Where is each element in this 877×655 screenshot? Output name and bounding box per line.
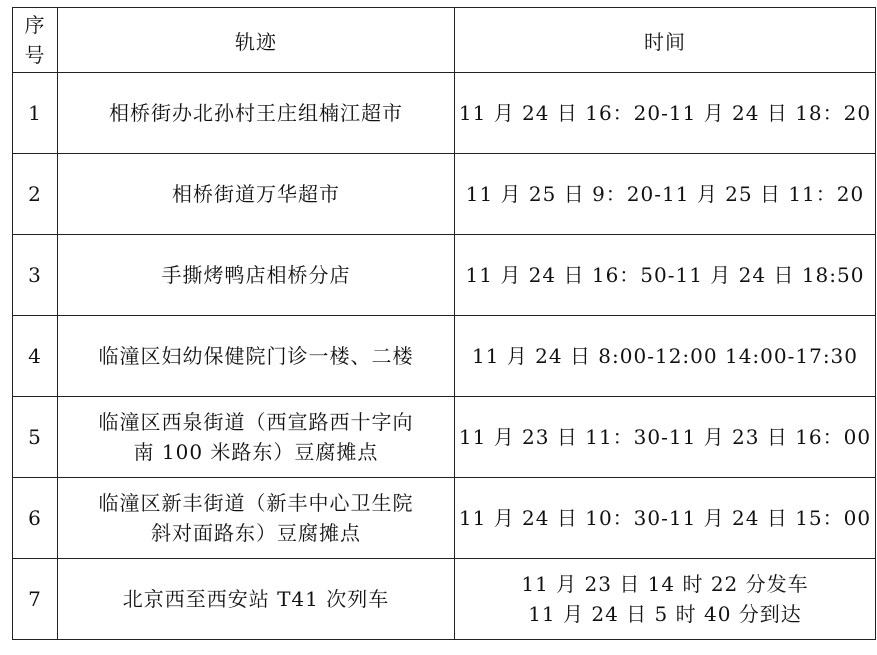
row-trajectory bbox=[58, 559, 455, 640]
row-serial-number: 5 bbox=[13, 397, 58, 478]
trajectory-line: 北京西至西安站 T41 次列车 bbox=[122, 587, 390, 611]
itinerary-table bbox=[12, 7, 876, 640]
header-serial-line: 序 bbox=[24, 13, 46, 37]
row-trajectory bbox=[58, 73, 455, 154]
table-row bbox=[13, 478, 876, 559]
row-serial-number: 2 bbox=[13, 154, 58, 235]
header-serial-line: 号 bbox=[24, 43, 46, 67]
trajectory-line: 相桥街道万华超市 bbox=[172, 182, 340, 206]
itinerary-table-container bbox=[12, 7, 876, 640]
time-line: 11 月 24 日 5 时 40 分到达 bbox=[528, 602, 802, 626]
header-trajectory: 轨迹 bbox=[58, 8, 455, 73]
time-line: 11 月 24 日 8:00-12:00 14:00-17:30 bbox=[471, 344, 859, 368]
trajectory-line: 临潼区妇幼保健院门诊一楼、二楼 bbox=[98, 344, 414, 368]
table-row bbox=[13, 559, 876, 640]
time-line: 11 月 23 日 14 时 22 分发车 bbox=[521, 572, 809, 596]
header-serial-number bbox=[13, 8, 58, 73]
trajectory-line: 临潼区新丰街道（新丰中心卫生院 bbox=[98, 491, 414, 515]
row-trajectory bbox=[58, 316, 455, 397]
row-time bbox=[455, 154, 876, 235]
trajectory-line: 南 100 米路东）豆腐摊点 bbox=[133, 440, 379, 464]
row-time bbox=[455, 397, 876, 478]
row-time bbox=[455, 235, 876, 316]
time-line: 11 月 24 日 16：20-11 月 24 日 18：20 bbox=[458, 101, 872, 125]
trajectory-line: 手撕烤鸭店相桥分店 bbox=[161, 263, 351, 287]
time-line: 11 月 25 日 9：20-11 月 25 日 11：20 bbox=[465, 182, 865, 206]
row-serial-number: 4 bbox=[13, 316, 58, 397]
table-row bbox=[13, 316, 876, 397]
row-serial-number: 3 bbox=[13, 235, 58, 316]
trajectory-line: 临潼区西泉街道（西宣路西十字向 bbox=[98, 410, 414, 434]
row-trajectory bbox=[58, 235, 455, 316]
row-trajectory bbox=[58, 397, 455, 478]
row-serial-number: 1 bbox=[13, 73, 58, 154]
trajectory-line: 斜对面路东）豆腐摊点 bbox=[151, 521, 361, 545]
row-trajectory bbox=[58, 154, 455, 235]
row-trajectory bbox=[58, 478, 455, 559]
row-serial-number: 7 bbox=[13, 559, 58, 640]
table-row bbox=[13, 235, 876, 316]
row-time bbox=[455, 73, 876, 154]
row-serial-number: 6 bbox=[13, 478, 58, 559]
row-time bbox=[455, 559, 876, 640]
row-time bbox=[455, 478, 876, 559]
time-line: 11 月 24 日 16：50-11 月 24 日 18:50 bbox=[465, 263, 865, 287]
header-time: 时间 bbox=[455, 8, 876, 73]
table-header-row bbox=[13, 8, 876, 73]
row-time bbox=[455, 316, 876, 397]
table-row bbox=[13, 154, 876, 235]
trajectory-line: 相桥街办北孙村王庄组楠江超市 bbox=[109, 101, 403, 125]
table-row bbox=[13, 73, 876, 154]
time-line: 11 月 24 日 10：30-11 月 24 日 15：00 bbox=[458, 506, 872, 530]
time-line: 11 月 23 日 11：30-11 月 23 日 16：00 bbox=[458, 425, 872, 449]
table-row bbox=[13, 397, 876, 478]
